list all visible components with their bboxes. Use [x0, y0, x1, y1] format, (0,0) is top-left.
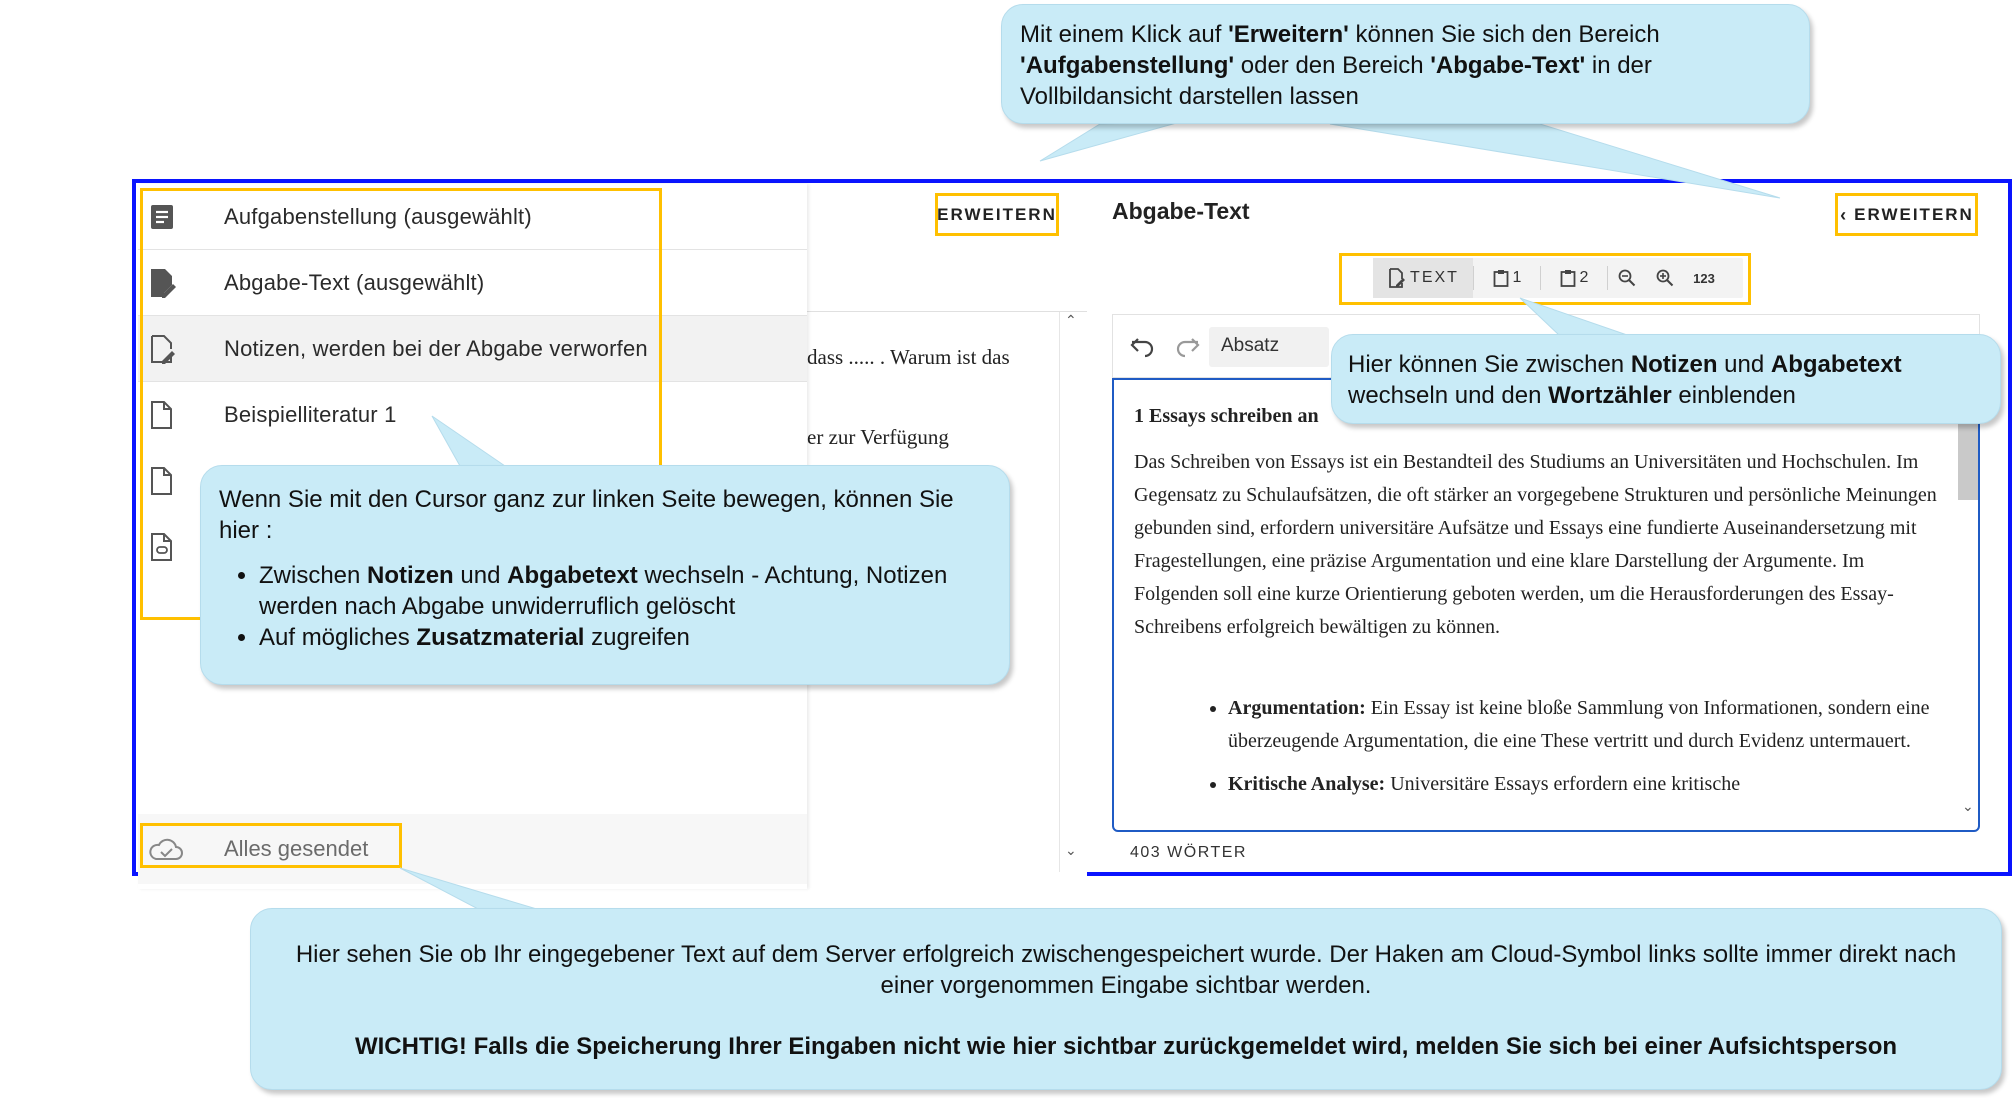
scroll-down-icon[interactable]: ⌄ — [1962, 798, 1974, 814]
submission-editor[interactable] — [1112, 378, 1980, 832]
editor-bullet-text: Universitäre Essays erfordern eine kritische — [1385, 773, 1741, 795]
callout-save-status-info — [250, 908, 2002, 1090]
callout-text: zugreifen — [584, 624, 690, 651]
callout-bullet-item — [259, 560, 991, 622]
callout-bold-text: Zusatzmaterial — [416, 624, 585, 651]
left-panel-text-line: dass ..... . Warum ist das — [807, 345, 1010, 369]
callout-text: oder den Bereich — [1234, 52, 1431, 79]
editor-scrollbar-thumb[interactable] — [1958, 424, 1978, 500]
editor-bullet-item — [1228, 768, 1980, 801]
paragraph-style-value: Absatz — [1221, 335, 1280, 356]
callout-line — [1348, 380, 1984, 411]
editor-bullet-item — [1228, 692, 1980, 758]
callout-text: Mit einem Klick auf — [1020, 21, 1229, 48]
left-panel-text-line: er zur Verfügung — [807, 425, 949, 449]
paragraph-style-select[interactable] — [1209, 327, 1329, 367]
callout-text: Hier sehen Sie ob Ihr eingegebener Text auf dem Server erfolgreich zwischengespeichert wurde. Der Haken am Cloud-Symbol links sollte immer direkt nach einer vorgenommen Eingabe sichtbar werden. — [295, 941, 1957, 999]
editor-bullet-list — [1114, 692, 1980, 801]
redo-icon[interactable] — [1175, 335, 1201, 357]
undo-icon[interactable] — [1129, 335, 1155, 357]
editor-bullet-term: Kritische Analyse: — [1228, 773, 1386, 795]
callout-bold-text: Wortzähler — [1548, 382, 1672, 409]
callout-bold-text: 'Aufgabenstellung' — [1020, 52, 1235, 79]
editor-paragraph: Das Schreiben von Essays ist ein Bestandteil des Studiums an Universitäten und Hochschulen. Im Gegensatz zu Schulaufsätzen, die oft stärker an vorgegebene Strukturen und persönliche Meinungen gebunden sind, erfordern universitäre Aufsätze und Essays eine fundierte Auseinandersetzung mit Fragestellungen, eine präzise Argumentation und eine klare Darstellung der Argumente. Im Folgenden soll eine kurze Orientierung geboten werden, um die Herausforderungen des Essay-Schreibens erfolgreich bewältigen zu können. — [1134, 451, 1937, 638]
drawer-item-label: Notizen, werden bei der Abgabe verworfen — [224, 336, 648, 361]
editor-bullet-text: Ein Essay ist keine bloße Sammlung von Informationen, sondern eine überzeugende Argumentation, die eine These vertritt und durch Evidenz untermauert. — [1228, 697, 1930, 752]
left-panel-scrollbar[interactable] — [1059, 312, 1082, 872]
expand-submission-label: ERWEITERN — [1854, 205, 1974, 224]
callout-text: in der — [1585, 52, 1652, 79]
expand-task-highlight — [935, 193, 1059, 236]
callout-line — [1020, 19, 1791, 50]
word-count: 403 WÖRTER — [1130, 844, 1247, 861]
callout-bold-text: Notizen — [1630, 351, 1718, 378]
callout-text: Auf mögliches — [259, 624, 417, 651]
expand-task-label: ERWEITERN — [937, 205, 1057, 224]
drawer-item-label: Aufgabenstellung (ausgewählt) — [224, 204, 532, 229]
callout-bold-text: Abgabetext — [1770, 351, 1902, 378]
save-status-highlight — [140, 823, 402, 868]
callout-bold-text: Notizen — [367, 562, 454, 589]
callout-expand-info — [1001, 4, 1810, 124]
callout-bold-text: WICHTIG! Falls die Speicherung Ihrer Eingaben nicht wie hier sichtbar zurückgemeldet wird, melden Sie sich bei einer Aufsichtsperson — [354, 1033, 1898, 1060]
drawer-item-label: Abgabe-Text (ausgewählt) — [224, 270, 485, 295]
tab-text-label: TEXT — [1410, 269, 1459, 286]
word-counter-label: 123 — [1693, 270, 1715, 286]
drawer-item-label: Beispielliteratur 1 — [224, 402, 397, 427]
callout-line — [1020, 81, 1791, 112]
callout-top-pointer-left — [1040, 122, 1180, 161]
callout-bullet-item — [259, 622, 991, 653]
callout-text: wechseln und den — [1348, 382, 1549, 409]
callout-line — [1348, 349, 1984, 380]
callout-bullet-list — [219, 560, 991, 653]
toolbar-highlight — [1339, 253, 1751, 305]
editor-scrollbar[interactable] — [1958, 380, 1978, 830]
scroll-down-icon[interactable]: ⌄ — [1065, 842, 1077, 858]
chevron-left-icon: ‹ — [1840, 204, 1847, 225]
save-status-label: Alles gesendet — [224, 836, 369, 861]
scroll-up-icon[interactable]: ⌃ — [1065, 312, 1077, 328]
callout-bold-text: 'Abgabe-Text' — [1430, 52, 1586, 79]
submission-title: Abgabe-Text — [1112, 198, 1250, 224]
callout-bold-text: 'Erweitern' — [1228, 21, 1349, 48]
callout-text: Wenn Sie mit den Cursor ganz zur linken Seite bewegen, können Sie hier : — [219, 486, 954, 544]
callout-text: können Sie sich den Bereich — [1348, 21, 1660, 48]
tab-note-1-label: 1 — [1512, 269, 1522, 286]
callout-text: Vollbildansicht darstellen lassen — [1020, 83, 1359, 110]
callout-text: wechseln - Achtung, Notizen werden nach Abgabe unwiderruflich gelöscht — [259, 562, 948, 620]
callout-text: und — [453, 562, 508, 589]
callout-bold-text: Abgabetext — [507, 562, 638, 589]
callout-text: Zwischen — [259, 562, 368, 589]
editor-heading: 1 Essays schreiben an — [1134, 405, 1319, 427]
callout-text: und — [1717, 351, 1771, 378]
editor-bullet-term: Argumentation: — [1228, 697, 1366, 719]
callout-text: Hier können Sie zwischen — [1348, 351, 1631, 378]
callout-drawer-info — [200, 465, 1010, 685]
left-panel-divider — [807, 311, 1087, 312]
expand-submission-highlight — [1835, 193, 1978, 236]
callout-text: einblenden — [1671, 382, 1796, 409]
callout-toolbar-info — [1331, 334, 2001, 424]
callout-line — [1020, 50, 1791, 81]
tab-note-2-label: 2 — [1579, 269, 1589, 286]
